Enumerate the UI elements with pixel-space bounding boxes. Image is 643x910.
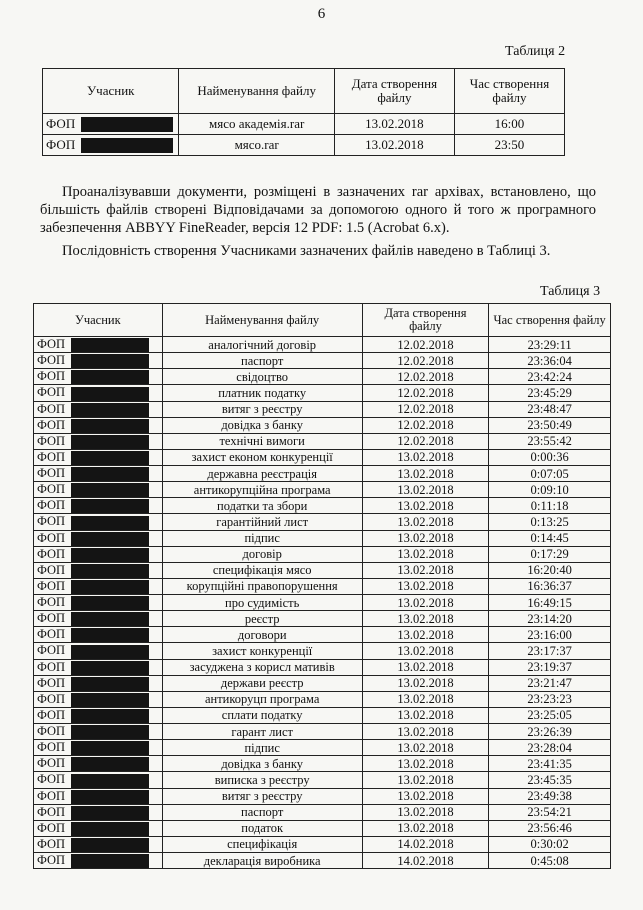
file-name-cell: довідка з банку bbox=[162, 756, 362, 772]
participant-cell bbox=[34, 401, 163, 417]
file-name-cell: платник податку bbox=[162, 385, 362, 401]
creation-time-cell: 23:50:49 bbox=[489, 417, 611, 433]
creation-date-cell: 13.02.2018 bbox=[362, 659, 489, 675]
participant-label: ФОП bbox=[37, 627, 66, 642]
table3-header-row bbox=[34, 304, 611, 337]
creation-date-cell: 13.02.2018 bbox=[362, 788, 489, 804]
table-row bbox=[34, 498, 611, 514]
participant-cell bbox=[34, 466, 163, 482]
file-name-cell: антикоруцп програма bbox=[162, 691, 362, 707]
file-name-cell: паспорт bbox=[162, 353, 362, 369]
participant-cell bbox=[34, 449, 163, 465]
creation-time-cell: 23:28:04 bbox=[489, 740, 611, 756]
participant-label: ФОП bbox=[37, 820, 66, 835]
file-name-cell: витяг з реєстру bbox=[162, 401, 362, 417]
redaction-block bbox=[71, 645, 149, 659]
creation-time-cell: 16:49:15 bbox=[489, 595, 611, 611]
creation-date-cell: 13.02.2018 bbox=[362, 804, 489, 820]
table-row bbox=[34, 369, 611, 385]
creation-date-cell: 12.02.2018 bbox=[362, 417, 489, 433]
participant-cell bbox=[34, 627, 163, 643]
table-row bbox=[43, 114, 565, 135]
redaction-block bbox=[71, 483, 149, 497]
creation-date-cell: 13.02.2018 bbox=[362, 740, 489, 756]
file-name-cell: податок bbox=[162, 820, 362, 836]
participant-cell bbox=[34, 659, 163, 675]
creation-date-cell: 13.02.2018 bbox=[362, 578, 489, 594]
creation-time-cell: 23:17:37 bbox=[489, 643, 611, 659]
redaction-block bbox=[71, 725, 149, 739]
creation-time-cell: 23:21:47 bbox=[489, 675, 611, 691]
creation-time-cell: 0:13:25 bbox=[489, 514, 611, 530]
participant-cell bbox=[34, 417, 163, 433]
creation-time-cell: 23:25:05 bbox=[489, 707, 611, 723]
participant-label: ФОП bbox=[37, 385, 66, 400]
creation-date-cell: 13.02.2018 bbox=[362, 724, 489, 740]
participant-cell bbox=[34, 385, 163, 401]
file-name-cell: захист конкуренції bbox=[162, 643, 362, 659]
file-name-cell: державна реєстрація bbox=[162, 466, 362, 482]
creation-date-cell: 12.02.2018 bbox=[362, 401, 489, 417]
participant-label: ФОП bbox=[37, 659, 66, 674]
creation-date-cell: 13.02.2018 bbox=[362, 546, 489, 562]
creation-time-cell: 23:56:46 bbox=[489, 820, 611, 836]
table2-header-date: Дата створення файлу bbox=[334, 69, 454, 114]
creation-time-cell: 23:49:38 bbox=[489, 788, 611, 804]
creation-date-cell: 13.02.2018 bbox=[362, 756, 489, 772]
creation-date-cell: 12.02.2018 bbox=[362, 433, 489, 449]
table-row bbox=[34, 627, 611, 643]
creation-date-cell: 13.02.2018 bbox=[362, 643, 489, 659]
participant-cell bbox=[34, 675, 163, 691]
redaction-block bbox=[71, 387, 149, 401]
file-name-cell: держави реєстр bbox=[162, 675, 362, 691]
redaction-block bbox=[71, 338, 149, 352]
table-row bbox=[34, 401, 611, 417]
redaction-block bbox=[71, 757, 149, 771]
file-name-cell: довідка з банку bbox=[162, 417, 362, 433]
table-row bbox=[34, 514, 611, 530]
table-row bbox=[34, 595, 611, 611]
redaction-block bbox=[71, 435, 149, 449]
creation-date-cell: 13.02.2018 bbox=[362, 675, 489, 691]
creation-time-cell: 16:00 bbox=[454, 114, 564, 135]
table3-header-file: Найменування файлу bbox=[162, 304, 362, 337]
creation-date-cell: 13.02.2018 bbox=[362, 562, 489, 578]
file-name-cell: витяг з реєстру bbox=[162, 788, 362, 804]
creation-date-cell: 12.02.2018 bbox=[362, 369, 489, 385]
file-name-cell: засуджена з корисл мативів bbox=[162, 659, 362, 675]
page-number: 6 bbox=[317, 6, 326, 22]
table-row bbox=[34, 836, 611, 852]
file-name-cell: гарантійний лист bbox=[162, 514, 362, 530]
participant-label: ФОП bbox=[37, 595, 66, 609]
participant-label: ФОП bbox=[37, 514, 66, 529]
participant-label: ФОП bbox=[37, 353, 66, 368]
participant-label: ФОП bbox=[37, 836, 66, 851]
creation-time-cell: 23:19:37 bbox=[489, 659, 611, 675]
table-row bbox=[34, 675, 611, 691]
creation-time-cell: 23:41:35 bbox=[489, 756, 611, 772]
participant-label: ФОП bbox=[37, 530, 66, 545]
participant-cell bbox=[34, 788, 163, 804]
creation-time-cell: 23:36:04 bbox=[489, 353, 611, 369]
table-row bbox=[34, 337, 611, 353]
participant-cell bbox=[34, 530, 163, 546]
redaction-block bbox=[71, 790, 149, 804]
redaction-block bbox=[81, 138, 173, 153]
table-row bbox=[34, 353, 611, 369]
participant-cell bbox=[34, 756, 163, 772]
table-row bbox=[34, 562, 611, 578]
participant-cell bbox=[34, 562, 163, 578]
redaction-block bbox=[71, 628, 149, 642]
table-row bbox=[34, 724, 611, 740]
participant-label: ФОП bbox=[37, 466, 66, 480]
file-name-cell: специфікація bbox=[162, 836, 362, 852]
file-name-cell: договори bbox=[162, 627, 362, 643]
table-row bbox=[34, 756, 611, 772]
redaction-block bbox=[71, 564, 149, 578]
creation-time-cell: 0:09:10 bbox=[489, 482, 611, 498]
participant-cell bbox=[34, 643, 163, 659]
table-row bbox=[34, 853, 611, 869]
redaction-block bbox=[71, 822, 149, 836]
participant-label: ФОП bbox=[37, 740, 66, 755]
creation-time-cell: 23:45:29 bbox=[489, 385, 611, 401]
table-row bbox=[34, 546, 611, 562]
redaction-block bbox=[71, 854, 149, 868]
table2-caption: Таблиця 2 bbox=[505, 44, 566, 59]
participant-label: ФОП bbox=[37, 562, 66, 577]
redaction-block bbox=[71, 403, 149, 417]
file-name-cell: сплати податку bbox=[162, 707, 362, 723]
file-name-cell: захист економ конкуренції bbox=[162, 449, 362, 465]
participant-label: ФОП bbox=[37, 449, 66, 464]
table-row bbox=[34, 820, 611, 836]
creation-time-cell: 16:36:37 bbox=[489, 578, 611, 594]
table-row bbox=[34, 530, 611, 546]
file-name-cell: мясо.rar bbox=[179, 135, 334, 156]
creation-date-cell: 13.02.2018 bbox=[362, 691, 489, 707]
redaction-block bbox=[71, 774, 149, 788]
creation-time-cell: 23:55:42 bbox=[489, 433, 611, 449]
creation-time-cell: 23:45:35 bbox=[489, 772, 611, 788]
participant-cell bbox=[34, 546, 163, 562]
participant-label: ФОП bbox=[37, 401, 66, 416]
creation-time-cell: 16:20:40 bbox=[489, 562, 611, 578]
creation-date-cell: 13.02.2018 bbox=[362, 482, 489, 498]
participant-cell bbox=[34, 498, 163, 514]
participant-cell bbox=[34, 724, 163, 740]
participant-cell bbox=[34, 707, 163, 723]
redaction-block bbox=[71, 596, 149, 610]
table-row bbox=[34, 740, 611, 756]
participant-cell bbox=[34, 578, 163, 594]
table-row bbox=[34, 772, 611, 788]
participant-label: ФОП bbox=[37, 433, 66, 448]
table-row bbox=[34, 659, 611, 675]
creation-time-cell: 0:14:45 bbox=[489, 530, 611, 546]
table2-header-file: Найменування файлу bbox=[179, 69, 334, 114]
participant-cell bbox=[34, 369, 163, 385]
redaction-block bbox=[71, 612, 149, 626]
redaction-block bbox=[71, 516, 149, 530]
participant-cell bbox=[34, 772, 163, 788]
participant-label: ФОП bbox=[37, 724, 66, 738]
redaction-block bbox=[71, 580, 149, 594]
redaction-block bbox=[71, 548, 149, 562]
participant-cell bbox=[34, 740, 163, 756]
participant-label: ФОП bbox=[37, 853, 66, 867]
participant-label: ФОП bbox=[37, 369, 66, 384]
table2-header-time: Час створення файлу bbox=[454, 69, 564, 114]
file-name-cell: специфікація мясо bbox=[162, 562, 362, 578]
participant-label: ФОП bbox=[46, 115, 76, 131]
creation-time-cell: 23:42:24 bbox=[489, 369, 611, 385]
creation-date-cell: 13.02.2018 bbox=[334, 135, 454, 156]
table-row bbox=[34, 611, 611, 627]
participant-cell bbox=[34, 836, 163, 852]
participant-label: ФОП bbox=[46, 136, 76, 152]
file-name-cell: виписка з реєстру bbox=[162, 772, 362, 788]
file-name-cell: підпис bbox=[162, 530, 362, 546]
creation-time-cell: 0:00:36 bbox=[489, 449, 611, 465]
table-row bbox=[34, 804, 611, 820]
table2-header-row bbox=[43, 69, 565, 114]
participant-cell bbox=[34, 433, 163, 449]
redaction-block bbox=[71, 661, 149, 675]
creation-date-cell: 13.02.2018 bbox=[362, 498, 489, 514]
file-name-cell: аналогічний договір bbox=[162, 337, 362, 353]
analysis-paragraph: Проаналізувавши документи, розміщені в зазначених rar архівах, встановлено, що більшість файлів створені Відповідачами за допомогою одного й того ж програмного забезпечення ABBYY FineReader, версія 12 PDF: 1.5 (Acrobat 6.x). bbox=[40, 184, 596, 236]
creation-time-cell: 0:45:08 bbox=[489, 853, 611, 869]
participant-cell bbox=[34, 514, 163, 530]
creation-date-cell: 14.02.2018 bbox=[362, 853, 489, 869]
redaction-block bbox=[71, 532, 149, 546]
file-name-cell: корупційні правопорушення bbox=[162, 578, 362, 594]
redaction-block bbox=[81, 117, 173, 132]
creation-date-cell: 13.02.2018 bbox=[362, 611, 489, 627]
table-row bbox=[34, 643, 611, 659]
file-name-cell: свідоцтво bbox=[162, 369, 362, 385]
table3-header-time: Час створення файлу bbox=[489, 304, 611, 337]
participant-label: ФОП bbox=[37, 707, 66, 722]
creation-time-cell: 0:30:02 bbox=[489, 836, 611, 852]
table-row bbox=[34, 449, 611, 465]
participant-label: ФОП bbox=[37, 611, 66, 626]
participant-label: ФОП bbox=[37, 498, 66, 513]
redaction-block bbox=[71, 467, 149, 481]
redaction-block bbox=[71, 354, 149, 368]
participant-cell bbox=[34, 482, 163, 498]
creation-time-cell: 0:11:18 bbox=[489, 498, 611, 514]
creation-time-cell: 23:14:20 bbox=[489, 611, 611, 627]
participant-label: ФОП bbox=[37, 643, 66, 658]
file-name-cell: підпис bbox=[162, 740, 362, 756]
table-row bbox=[34, 691, 611, 707]
file-name-cell: про судимість bbox=[162, 595, 362, 611]
creation-date-cell: 12.02.2018 bbox=[362, 353, 489, 369]
redaction-block bbox=[71, 419, 149, 433]
creation-date-cell: 13.02.2018 bbox=[362, 772, 489, 788]
creation-time-cell: 23:48:47 bbox=[489, 401, 611, 417]
file-name-cell: декларація виробника bbox=[162, 853, 362, 869]
redaction-block bbox=[71, 677, 149, 691]
file-name-cell: мясо академія.rar bbox=[179, 114, 334, 135]
participant-label: ФОП bbox=[37, 482, 66, 497]
creation-time-cell: 23:23:23 bbox=[489, 691, 611, 707]
table3-caption: Таблиця 3 bbox=[540, 284, 601, 299]
participant-cell bbox=[43, 114, 179, 135]
participant-cell bbox=[34, 337, 163, 353]
redaction-block bbox=[71, 451, 149, 465]
redaction-block bbox=[71, 741, 149, 755]
creation-date-cell: 13.02.2018 bbox=[334, 114, 454, 135]
redaction-block bbox=[71, 709, 149, 723]
participant-cell bbox=[34, 611, 163, 627]
redaction-block bbox=[71, 499, 149, 513]
table3-header-date: Дата створення файлу bbox=[362, 304, 489, 337]
participant-label: ФОП bbox=[37, 756, 66, 771]
participant-label: ФОП bbox=[37, 675, 66, 690]
redaction-block bbox=[71, 693, 149, 707]
redaction-block bbox=[71, 806, 149, 820]
file-name-cell: договір bbox=[162, 546, 362, 562]
participant-label: ФОП bbox=[37, 772, 66, 787]
creation-date-cell: 13.02.2018 bbox=[362, 820, 489, 836]
creation-date-cell: 13.02.2018 bbox=[362, 466, 489, 482]
creation-date-cell: 12.02.2018 bbox=[362, 385, 489, 401]
participant-cell bbox=[34, 804, 163, 820]
creation-date-cell: 13.02.2018 bbox=[362, 627, 489, 643]
creation-time-cell: 23:16:00 bbox=[489, 627, 611, 643]
table2-header-party: Учасник bbox=[43, 69, 179, 114]
creation-time-cell: 0:17:29 bbox=[489, 546, 611, 562]
creation-date-cell: 12.02.2018 bbox=[362, 337, 489, 353]
participant-label: ФОП bbox=[37, 788, 66, 803]
file-name-cell: технічні вимоги bbox=[162, 433, 362, 449]
table-row bbox=[34, 578, 611, 594]
file-name-cell: реєстр bbox=[162, 611, 362, 627]
file-name-cell: антикорупційна програма bbox=[162, 482, 362, 498]
table-row bbox=[34, 707, 611, 723]
table-row bbox=[34, 385, 611, 401]
sequence-paragraph: Послідовність створення Учасниками зазначених файлів наведено в Таблиці 3. bbox=[62, 243, 551, 259]
participant-label: ФОП bbox=[37, 417, 66, 432]
creation-date-cell: 13.02.2018 bbox=[362, 514, 489, 530]
redaction-block bbox=[71, 838, 149, 852]
participant-label: ФОП bbox=[37, 337, 66, 351]
redaction-block bbox=[71, 370, 149, 384]
participant-cell bbox=[34, 853, 163, 869]
participant-cell bbox=[34, 353, 163, 369]
table3-body bbox=[34, 337, 611, 869]
file-name-cell: паспорт bbox=[162, 804, 362, 820]
participant-label: ФОП bbox=[37, 546, 66, 561]
table3-header-party: Учасник bbox=[34, 304, 163, 337]
creation-time-cell: 23:26:39 bbox=[489, 724, 611, 740]
participant-label: ФОП bbox=[37, 804, 66, 819]
participant-cell bbox=[34, 691, 163, 707]
creation-time-cell: 23:50 bbox=[454, 135, 564, 156]
creation-date-cell: 14.02.2018 bbox=[362, 836, 489, 852]
participant-cell bbox=[34, 820, 163, 836]
table-row bbox=[34, 788, 611, 804]
creation-date-cell: 13.02.2018 bbox=[362, 530, 489, 546]
creation-date-cell: 13.02.2018 bbox=[362, 707, 489, 723]
creation-time-cell: 23:29:11 bbox=[489, 337, 611, 353]
table-row bbox=[43, 135, 565, 156]
creation-date-cell: 13.02.2018 bbox=[362, 449, 489, 465]
creation-time-cell: 0:07:05 bbox=[489, 466, 611, 482]
creation-date-cell: 13.02.2018 bbox=[362, 595, 489, 611]
participant-label: ФОП bbox=[37, 578, 66, 593]
participant-label: ФОП bbox=[37, 691, 66, 706]
table2 bbox=[42, 68, 565, 156]
table-row bbox=[34, 433, 611, 449]
creation-time-cell: 23:54:21 bbox=[489, 804, 611, 820]
file-name-cell: гарант лист bbox=[162, 724, 362, 740]
participant-cell bbox=[43, 135, 179, 156]
table3 bbox=[33, 303, 611, 869]
table-row bbox=[34, 482, 611, 498]
table-row bbox=[34, 466, 611, 482]
table2-body bbox=[43, 114, 565, 156]
participant-cell bbox=[34, 595, 163, 611]
file-name-cell: податки та збори bbox=[162, 498, 362, 514]
table-row bbox=[34, 417, 611, 433]
